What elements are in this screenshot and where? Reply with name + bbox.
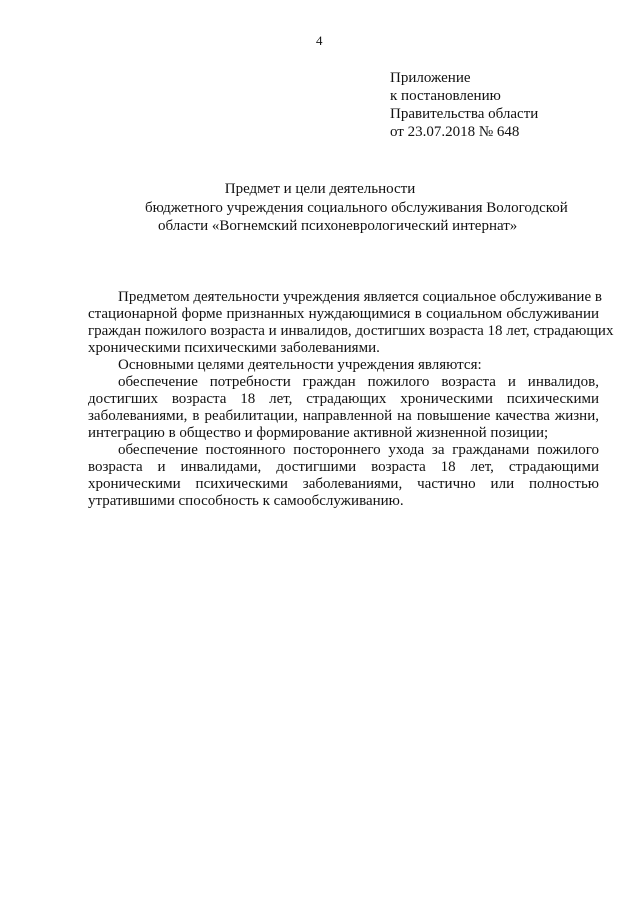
title-line: бюджетного учреждения социального обслуживания Вологодской xyxy=(145,200,568,216)
body-line: граждан пожилого возраста и инвалидов, достигших возраста 18 лет, страдающих xyxy=(88,323,614,339)
body-line: утратившими способность к самообслуживанию. xyxy=(88,493,404,509)
appendix-line: Правительства области xyxy=(390,106,539,122)
body-line: стационарной форме признанных нуждающимися в социальном обслуживании xyxy=(88,306,599,322)
body-line: обеспечение потребности граждан пожилого возраста и инвалидов, xyxy=(118,374,599,390)
body-line: Основными целями деятельности учреждения являются: xyxy=(118,357,482,373)
appendix-line: к постановлению xyxy=(390,88,501,104)
appendix-line: от 23.07.2018 № 648 xyxy=(390,124,520,140)
body-line: возраста и инвалидами, достигшими возраста 18 лет, страдающими xyxy=(88,459,599,475)
title-line: области «Вогнемский психоневрологический интернат» xyxy=(158,218,518,234)
body-line: заболеваниями, в реабилитации, направленной на повышение качества жизни, xyxy=(88,408,599,424)
title-line: Предмет и цели деятельности xyxy=(224,181,416,197)
body-line: достигших возраста 18 лет, страдающих хроническими психическими xyxy=(88,391,599,407)
page-number: 4 xyxy=(316,33,323,48)
appendix-line: Приложение xyxy=(390,70,471,86)
body-line: обеспечение постоянного постороннего ухода за гражданами пожилого xyxy=(118,442,599,458)
body-line: хроническими психическими заболеваниями, частично или полностью xyxy=(88,476,599,492)
body-line: хроническими психическими заболеваниями. xyxy=(88,340,380,356)
body-line: интеграцию в общество и формирование активной жизненной позиции; xyxy=(88,425,549,441)
body-line: Предметом деятельности учреждения является социальное обслуживание в xyxy=(118,289,602,305)
